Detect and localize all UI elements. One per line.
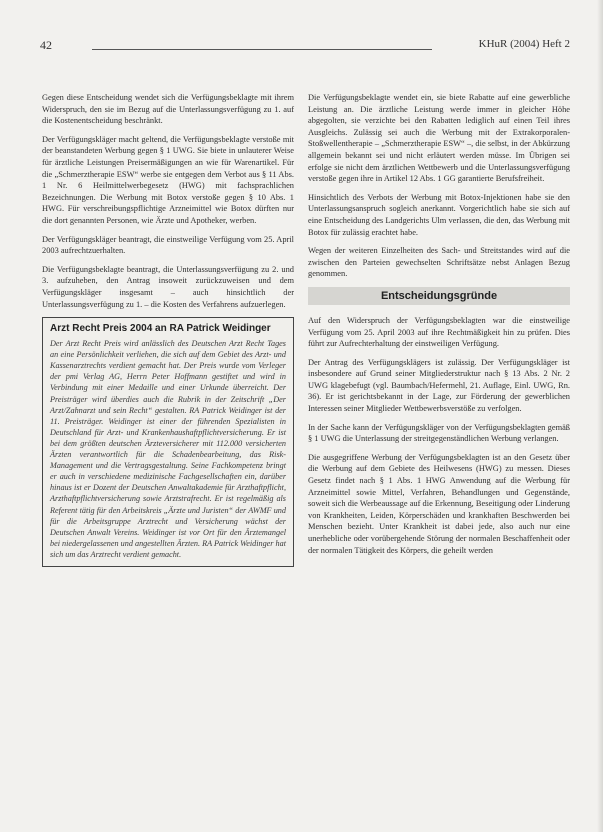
paragraph: Die ausgegriffene Werbung der Verfügungsbeklagten ist an den Gesetz über die Werbung auf dem Gebiete des Heilwesens (HWG) zu messen. Dieses Gesetz findet nach § 1 Abs. 1 HWG Anwendung auf die Werbung für Arzneimittel sowie Mittel, Verfahren, Behandlungen und Gegenstände, soweit sich die Werbeaussage auf die Erkennung, Beseitigung oder Linderung von Krankheiten, Leiden, Körperschäden und krankhaften Beschwerden bei Menschen bezieht. Unter Krankheit ist dabei jede, also auch nur eine unerhebliche oder vorübergehende Störung der normalen Beschaffenheit oder der normalen Tätigkeit des Körpers, die geheilt werden [308, 452, 570, 555]
page-header [40, 38, 570, 54]
paragraph: Gegen diese Entscheidung wendet sich die Verfügungsbeklagte mit ihrem Widerspruch, den sie im Bezug auf die Unterlassungsverfügung zu 1. auf die Kostenentscheidung beschränkt. [42, 93, 294, 126]
header-rule [92, 49, 432, 50]
award-info-box [42, 317, 294, 567]
section-heading: Entscheidungsgründe [308, 287, 570, 305]
page-edge-shadow [597, 0, 603, 832]
paragraph: Die Verfügungsbeklagte wendet ein, sie biete Rabatte auf eine gewerbliche Leistung an. Die ärztliche Leistung werde immer in gleicher Höhe abgegolten, sie verzichte bei den Rabatten lediglich auf einen Teil ihres Ausgleichs. Zulässig sei auch die Werbung mit der Extrakorporalen-Stoßwellentherapie – „Schmerztherapie ESW“ –, die selbst, in der Abkürzung allgemein bekannt sei und nicht erläutert werden müsse. Im Übrigen sei erfolge sie nicht dem ärztlichen Wettbewerb und die Unterlassungsverfügung verstoße gegen ihre in Artikel 12 Abs. 1 GG garantierte Berufsfreiheit. [308, 93, 570, 184]
paragraph: Der Verfügungskläger beantragt, die einstweilige Verfügung vom 25. April 2003 aufrechtzuerhalten. [42, 234, 294, 256]
paragraph: Wegen der weiteren Einzelheiten des Sach- und Streitstandes wird auf die zwischen den Parteien gewechselten Schriftsätze nebst Anlagen Bezug genommen. [308, 246, 570, 279]
award-box-title: Arzt Recht Preis 2004 an RA Patrick Weidinger [50, 323, 271, 335]
paragraph: Der Verfügungskläger macht geltend, die Verfügungsbeklagte verstoße mit der beanstandeten Werbung gegen § 1 UWG. Sie biete in unlauterer Weise für ärztliche Leistungen Preisermäßigungen an wie für Warenartikel. Für die „Schmerztherapie ESW“ werbe sie entgegen dem Verbot aus § 11 Abs. 1 Nr. 6 Heilmittelwerbegesetz (HWG) mit fachsprachlichen Bezeichnungen. Die Werbung mit Botox verstoße gegen § 10 Abs. 1 HWG. Für verschreibungspflichtige Arzneimittel wie Botox dürften nur die dort genannten Personen, wie Ärzte und Apotheker, werben. [42, 134, 294, 225]
paragraph: Der Antrag des Verfügungsklägers ist zulässig. Der Verfügungskläger ist insbesondere auf Grund seiner Mitgliederstruktur nach § 13 Abs. 2 Nr. 2 UWG klagebefugt (vgl. Baumbach/Hefermehl, 21. Auflage, Einl. UWG, Rn. 36). Er ist gerichtsbekannt in der Lage, zur Förderung der gewerblichen Interessen seiner Mitglieder Wettbewerbsverstöße zu verfolgen. [308, 357, 570, 414]
paragraph: In der Sache kann der Verfügungskläger von der Verfügungsbeklagten gemäß § 1 UWG die Unterlassung der streitgegenständlichen Werbung verlangen. [308, 422, 570, 444]
page-number: 42 [40, 38, 52, 52]
paragraph: Hinsichtlich des Verbots der Werbung mit Botox-Injektionen habe sie den Unterlassungsanspruch sogleich anerkannt. Vorgerichtlich habe sie sich auf eine Entscheidung des Landgerichts Ulm verlassen, die den, das Werbung mit Botox für zulässig erachtet habe. [308, 192, 570, 237]
award-box-body: Der Arzt Recht Preis wird anlässlich des Deutschen Arzt Recht Tages an eine Persönlichkeit verliehen, die sich auf dem Gebiet des Arzt- und Kassenarztrechts verdient gemacht hat. Der Preis wurde vom Verleger der pmi Verlag AG, Herrn Peter Hoffmann gestiftet und wird in Verbindung mit einer Medaille und einer Urkunde überreicht. Der Preisträger wird überdies auch die Rubrik in der Zeitschrift „Der Arzt/Zahnarzt und sein Recht“ gestalten. RA Patrick Weidinger ist der 11. Preisträger. Weidinger ist einer der führenden Spezialisten in Deutschland für Arzt- und Krankenhaushaftpflichtversicherung. Er ist bei dem größten deutschen Ärzteversicherer mit 112.000 versicherten Ärzten verantwortlich für die Schadenbearbeitung, das Risk-Management und die Vertragsgestaltung. Seine Fachkompetenz bringt er auch in verschiedene medizinische Fachgesellschaften ein, darüber hinaus ist er Dozent der Deutschen Anwaltakademie für Arzthaftpflicht, Arzthaftpflichtversicherung sowie Arztstrafrecht. Er ist regelmäßig als Referent tätig für den Arbeitskreis „Ärzte und Juristen“ der AWMF und für die Arbeitsgruppe Arztrecht und Versicherung wächst der Deutschen Anwalt Vereins. Weidinger ist vor Ort für den Ärztemangel bei niedergelassenen und angestellten Ärzten. RA Patrick Weidinger hat sich um das Arztrecht verdient gemacht. [50, 339, 286, 559]
paragraph: Die Verfügungsbeklagte beantragt, die Unterlassungsverfügung zu 2. und 3. aufzuheben, den Antrag insoweit zurückzuweisen und dem Verfügungskläger insgesamt – auch hinsichtlich der Unterlassungsverfügung zu 1. – die Kosten des Verfahrens aufzuerlegen. [42, 264, 294, 309]
paragraph: Auf den Widerspruch der Verfügungsbeklagten war die einstweilige Verfügung vom 25. April 2003 auf ihre Rechtmäßigkeit hin zu prüfen. Dies führt zur Aufrechterhaltung der einstweiligen Verfügung. [308, 315, 570, 349]
journal-reference: KHuR (2004) Heft 2 [478, 38, 570, 50]
right-column [308, 92, 570, 563]
left-column [42, 92, 294, 567]
